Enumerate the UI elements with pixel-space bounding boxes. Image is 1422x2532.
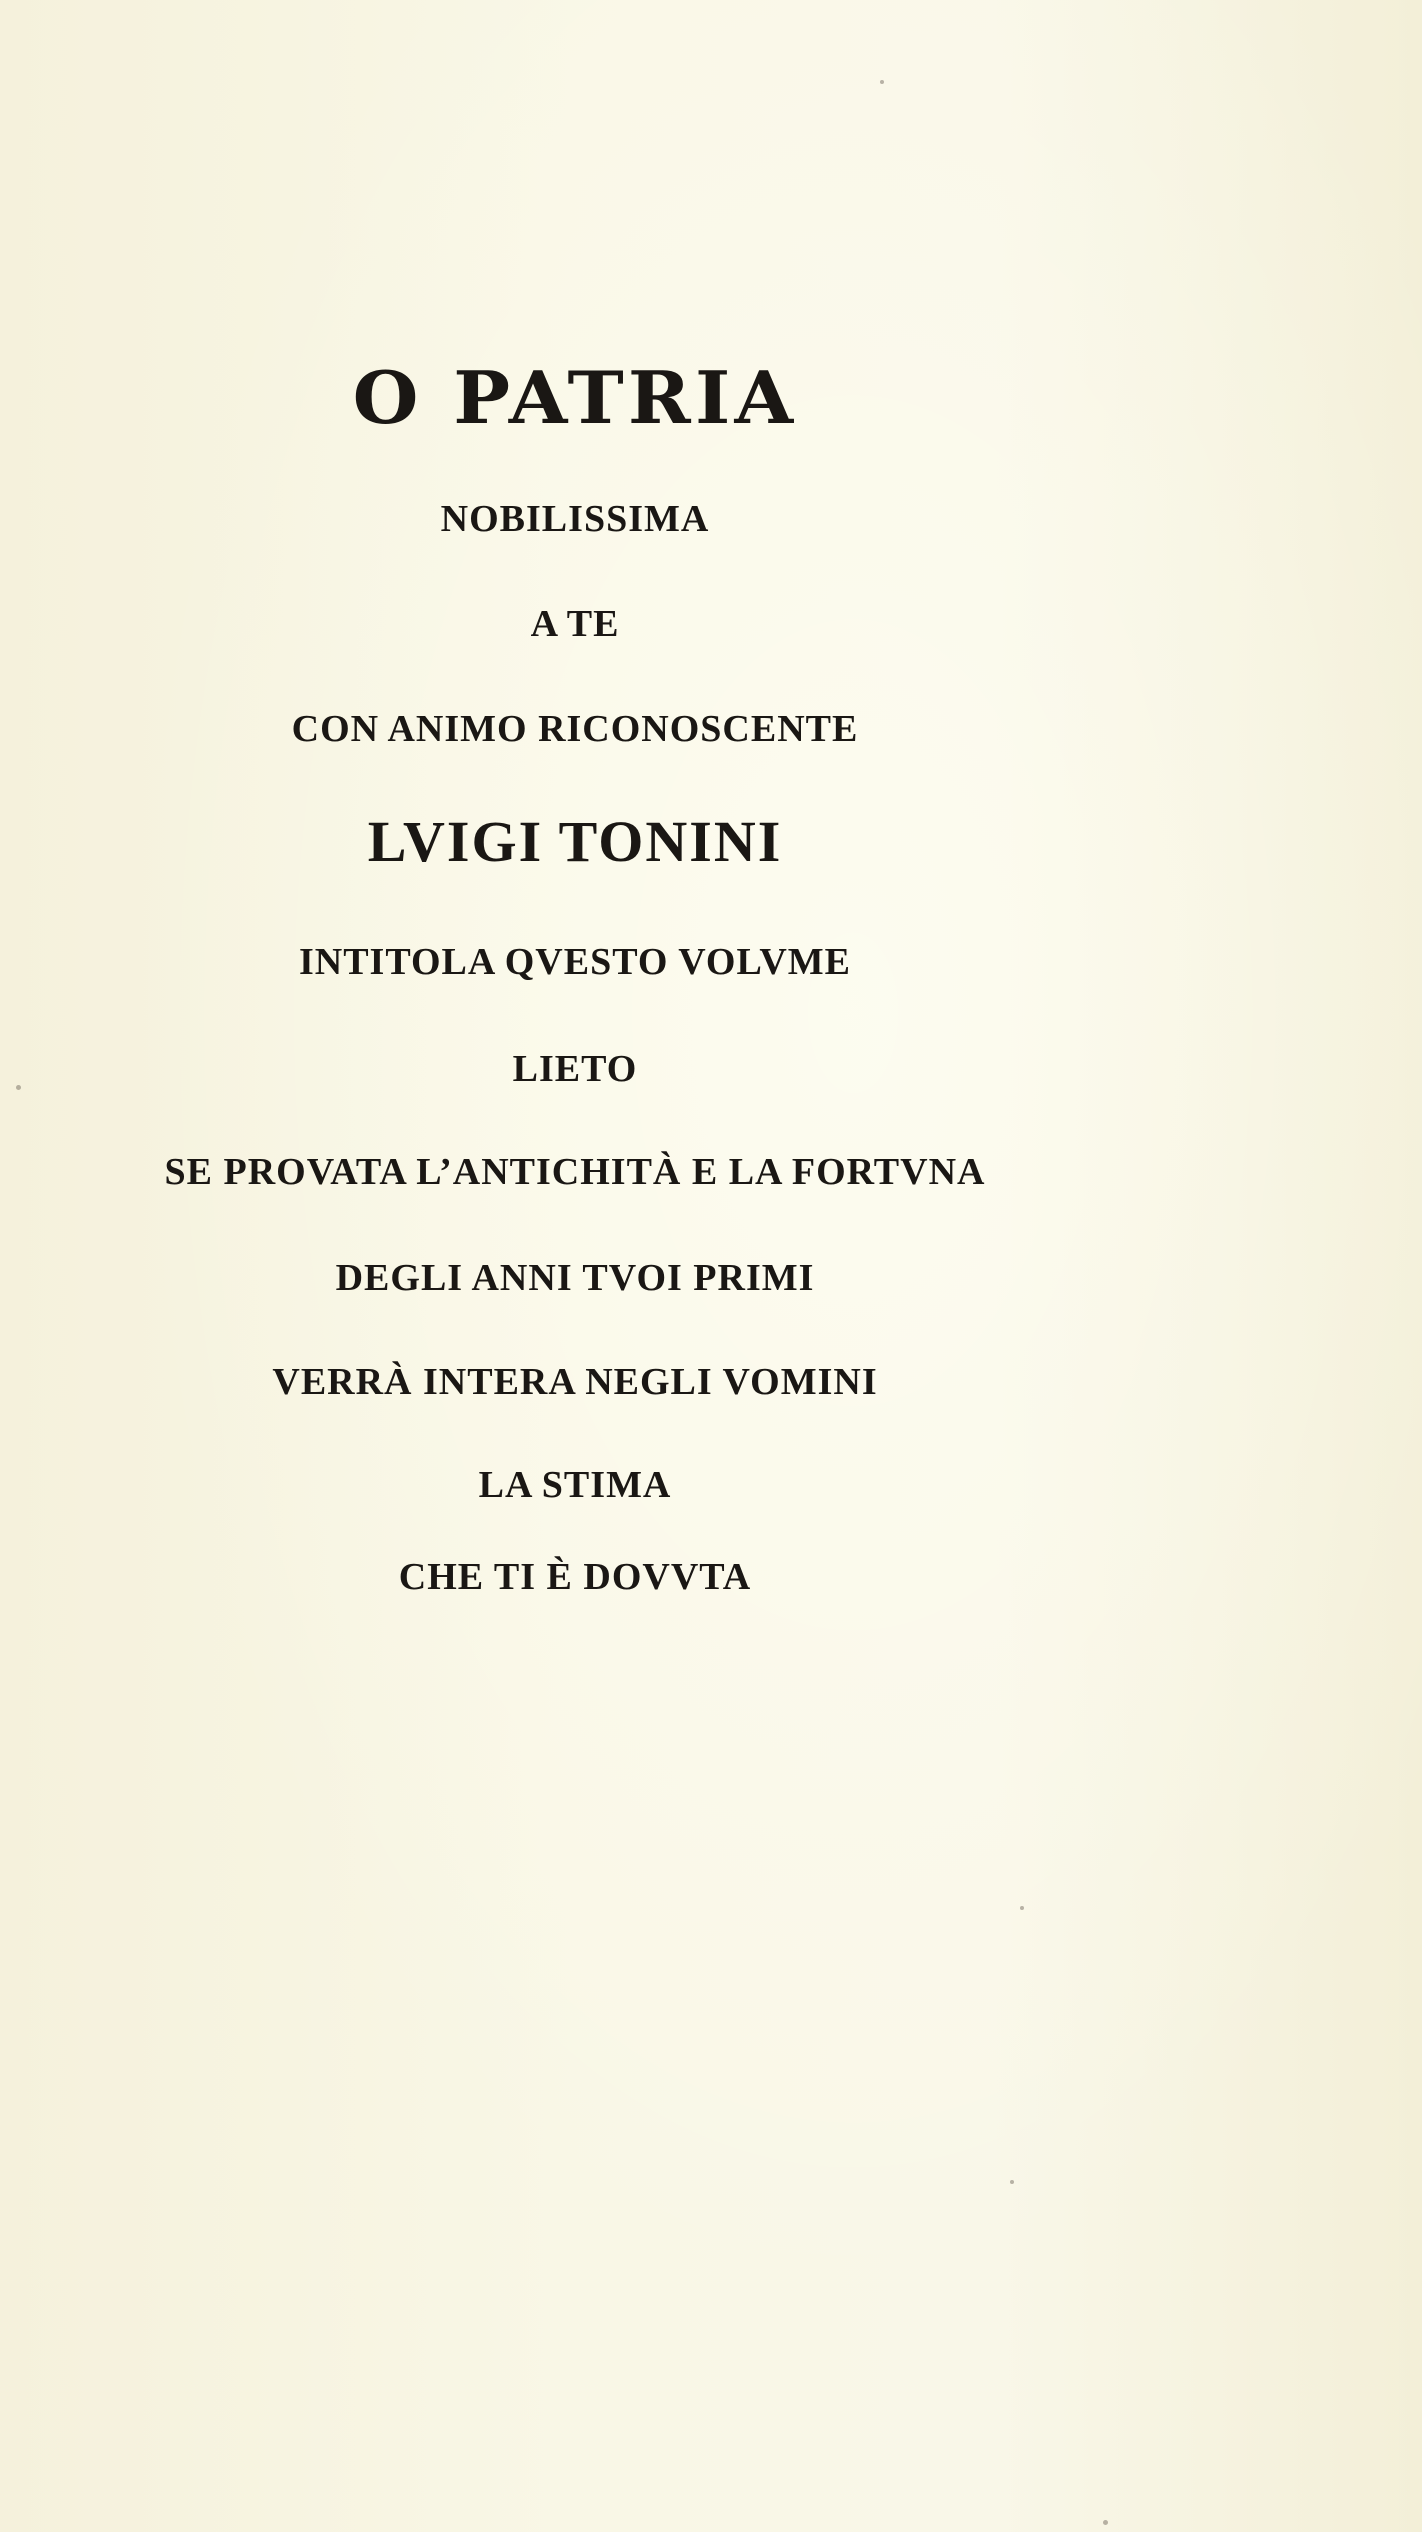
dedication-line-verra: VERRÀ INTERA NEGLI VOMINI [272,1361,878,1403]
paper-speck [880,80,884,84]
paper-speck [1010,2180,1014,2184]
paper-speck [16,1085,21,1090]
dedication-line-nobilissima: NOBILISSIMA [440,498,710,540]
dedication-line-dovvta: CHE TI È DOVVTA [398,1556,752,1598]
dedication-line-lieto: LIETO [512,1048,638,1090]
dedication-title: O PATRIA [352,355,798,440]
paper-speck [1020,1906,1024,1910]
dedication-line-anni: DEGLI ANNI TVOI PRIMI [335,1257,815,1299]
paper-speck [1103,2520,1108,2525]
dedication-line-a-te: A TE [530,603,620,645]
dedication-line-animo: CON ANIMO RICONOSCENTE [291,708,859,750]
dedication-line-intitola: INTITOLA QVESTO VOLVME [298,941,852,983]
dedication-line-antichita: SE PROVATA L’ANTICHITÀ E LA FORTVNA [164,1151,986,1193]
dedication-author-name: LVIGI TONINI [367,809,783,874]
dedication-line-stima: LA STIMA [478,1464,672,1506]
